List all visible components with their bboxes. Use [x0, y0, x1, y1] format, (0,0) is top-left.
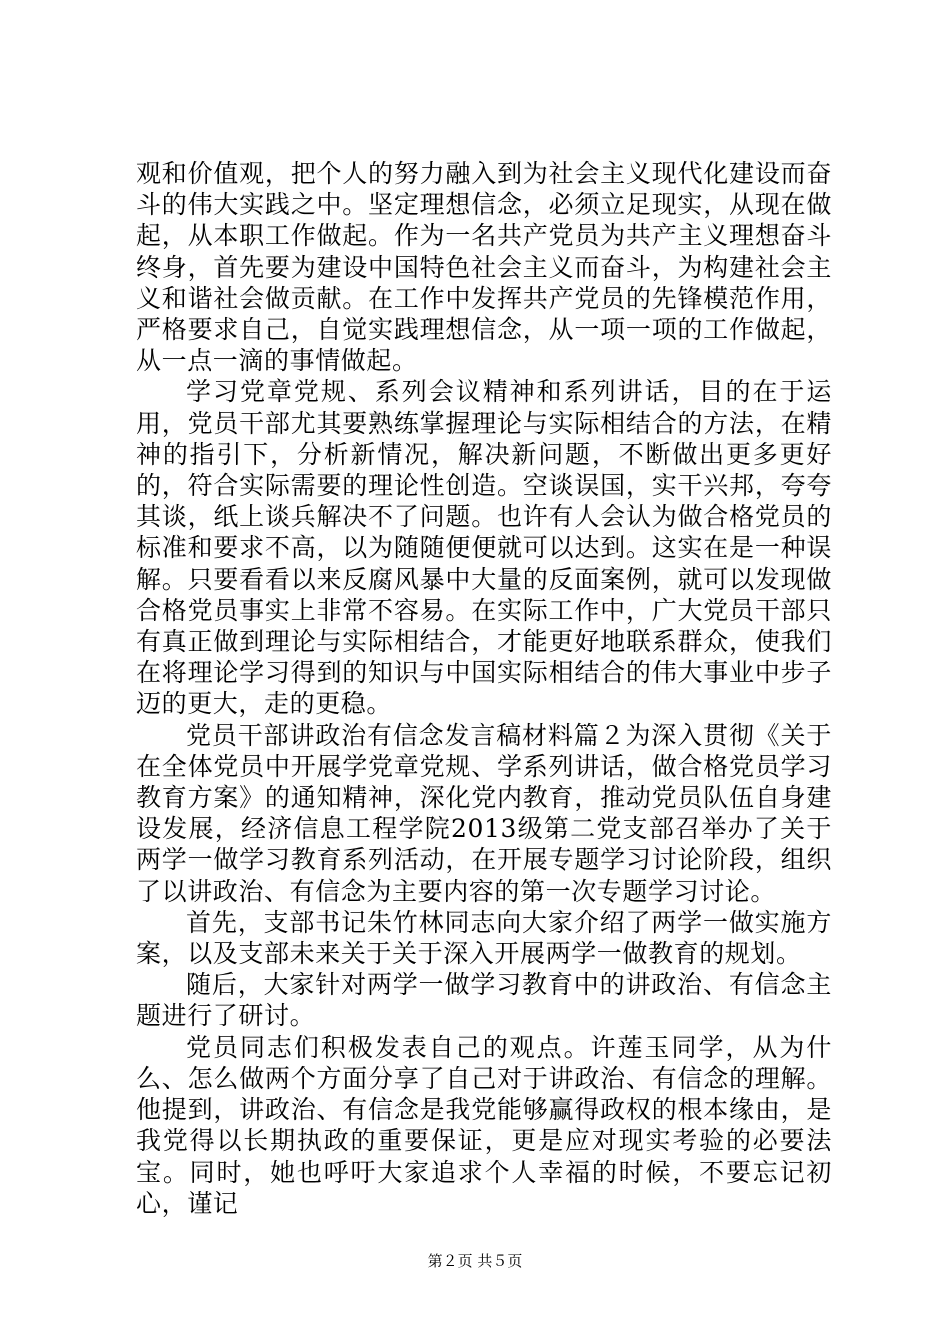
paragraph: 党员同志们积极发表自己的观点。许莲玉同学，从为什么、怎么做两个方面分享了自己对于讲政治、有信念的理解。他提到，讲政治、有信念是我党能够赢得政权的根本缘由，是我党得以长期执政的重要保证，更是应对现实考验的必要法宝。同时，她也呼吁大家追求个人幸福的时候，不要忘记初心，谨记 [136, 1032, 832, 1218]
page-number-footer: 第２页 共５页 [427, 1252, 523, 1270]
document-body [136, 158, 832, 1219]
paragraph: 随后，大家针对两学一做学习教育中的讲政治、有信念主题进行了研讨。 [136, 970, 832, 1031]
paragraph: 学习党章党规、系列会议精神和系列讲话，目的在于运用，党员干部尤其要熟练掌握理论与实际相结合的方法，在精神的指引下，分析新情况，解决新问题，不断做出更多更好的，符合实际需要的理论性创造。空谈误国，实干兴邦，夸夸其谈，纸上谈兵解决不了问题。也许有人会认为做合格党员的标准和要求不高，以为随随便便就可以达到。这实在是一种误解。只要看看以来反腐风暴中大量的反面案例，就可以发现做合格党员事实上非常不容易。在实际工作中，广大党员干部只有真正做到理论与实际相结合，才能更好地联系群众，使我们在将理论学习得到的知识与中国实际相结合的伟大事业中步子迈的更大，走的更稳。 [136, 377, 832, 719]
paragraph: 首先，支部书记朱竹林同志向大家介绍了两学一做实施方案，以及支部未来关于关于深入开展两学一做教育的规划。 [136, 907, 832, 969]
paragraph-continued: 观和价值观，把个人的努力融入到为社会主义现代化建设而奋斗的伟大实践之中。坚定理想信念，必须立足现实，从现在做起，从本职工作做起。作为一名共产党员为共产主义理想奋斗终身，首先要为建设中国特色社会主义而奋斗，为构建社会主义和谐社会做贡献。在工作中发挥共产党员的先锋模范作用，严格要求自己，自觉实践理想信念，从一项一项的工作做起，从一点一滴的事情做起。 [136, 159, 832, 376]
paragraph: 党员干部讲政治有信念发言稿材料篇２为深入贯彻《关于在全体党员中开展学党章党规、学系列讲话，做合格党员学习教育方案》的通知精神，深化党内教育，推动党员队伍自身建设发展，经济信息工程学院2013级第二党支部召举办了关于两学一做学习教育系列活动，在开展专题学习讨论阶段，组织了以讲政治、有信念为主要内容的第一次专题学习讨论。 [136, 720, 832, 906]
